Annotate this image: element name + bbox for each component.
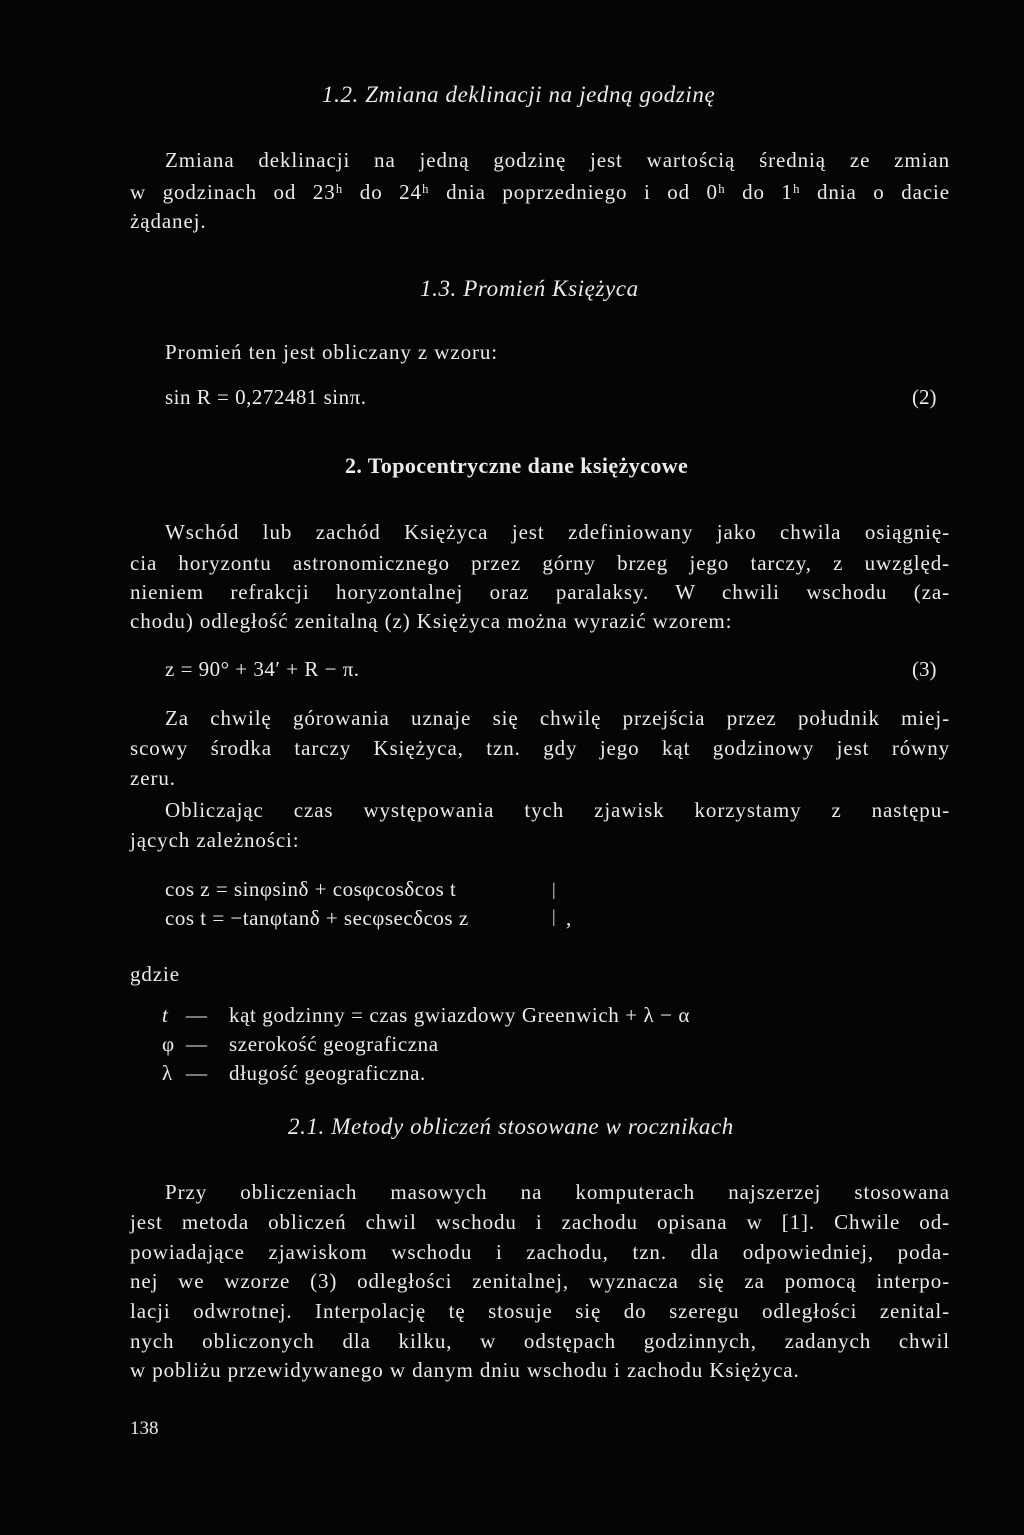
text-line: chodu) odległość zenitalną (z) Księżyca można wyrazić wzorem: (130, 609, 733, 633)
text-line: nieniem refrakcji horyzontalnej oraz paralaksy. W chwili wschodu (za- (130, 580, 950, 604)
text-line: w pobliżu przewidywanego w danym dniu wschodu i zachodu Księżyca. (130, 1358, 800, 1382)
equation-comma: , (566, 906, 572, 930)
brace-mark: | (552, 879, 556, 899)
formula-number: (3) (912, 657, 937, 681)
section-2-heading: 2. Topocentryczne dane księżycowe (345, 453, 689, 478)
text-line: Przy obliczeniach masowych na komputerach najszerzej stosowana (165, 1180, 950, 1204)
definition-dash: — (186, 1061, 208, 1085)
definition-text: kąt godzinny = czas gwiazdowy Greenwich + λ − α (229, 1003, 691, 1027)
where-label: gdzie (130, 962, 180, 986)
text-line: Obliczając czas występowania tych zjawisk korzystamy z następu- (165, 798, 950, 822)
brace-mark: | (552, 906, 556, 926)
text-line: Promień ten jest obliczany z wzoru: (165, 340, 498, 364)
text-line: jest metoda obliczeń chwil wschodu i zachodu opisana w [1]. Chwile od- (130, 1210, 950, 1234)
text-line: Zmiana deklinacji na jedną godzinę jest wartością średnią ze zmian (165, 148, 950, 172)
text-line: żądanej. (130, 209, 207, 233)
definition-symbol: t (162, 1003, 169, 1027)
text-line: w godzinach od 23ʰ do 24ʰ dnia poprzedniego i od 0ʰ do 1ʰ dnia o dacie (130, 180, 950, 204)
text-line: zeru. (130, 766, 176, 790)
definition-symbol: λ (162, 1061, 173, 1085)
section-1-3-heading: 1.3. Promień Księżyca (420, 276, 639, 301)
text-line: jących zależności: (130, 828, 300, 852)
definition-symbol: φ (162, 1032, 175, 1056)
text-line: Wschód lub zachód Księżyca jest zdefiniowany jako chwila osiągnię- (165, 520, 950, 544)
formula-2: sin R = 0,272481 sinπ. (165, 385, 367, 409)
formula-3: z = 90° + 34′ + R − π. (165, 657, 360, 681)
section-1-2-heading: 1.2. Zmiana deklinacji na jedną godzinę (322, 82, 716, 107)
definition-text: długość geograficzna. (229, 1061, 426, 1085)
definition-text: szerokość geograficzna (229, 1032, 439, 1056)
text-line: lacji odwrotnej. Interpolację tę stosuje się do szeregu odległości zenital- (130, 1299, 950, 1323)
page-number: 138 (130, 1418, 159, 1439)
section-2-1-heading: 2.1. Metody obliczeń stosowane w rocznikach (288, 1114, 734, 1139)
text-line: nych obliczonych dla kilku, w odstępach godzinnych, zadanych chwil (130, 1329, 950, 1353)
definition-dash: — (186, 1032, 208, 1056)
definition-dash: — (186, 1003, 208, 1027)
text-line: scowy środka tarczy Księżyca, tzn. gdy jego kąt godzinowy jest równy (130, 736, 950, 760)
text-line: Za chwilę górowania uznaje się chwilę przejścia przez południk miej- (165, 706, 950, 730)
formula-number: (2) (912, 385, 937, 409)
text-line: cia horyzontu astronomicznego przez górny brzeg jego tarczy, z uwzględ- (130, 551, 950, 575)
equation-system-line-2: cos t = −tanφtanδ + secφsecδcos z (165, 906, 469, 930)
text-line: powiadające zjawiskom wschodu i zachodu, tzn. dla odpowiedniej, poda- (130, 1240, 950, 1264)
equation-system-line-1: cos z = sinφsinδ + cosφcosδcos t (165, 877, 457, 901)
text-line: nej we wzorze (3) odległości zenitalnej, wyznacza się za pomocą interpo- (130, 1269, 950, 1293)
